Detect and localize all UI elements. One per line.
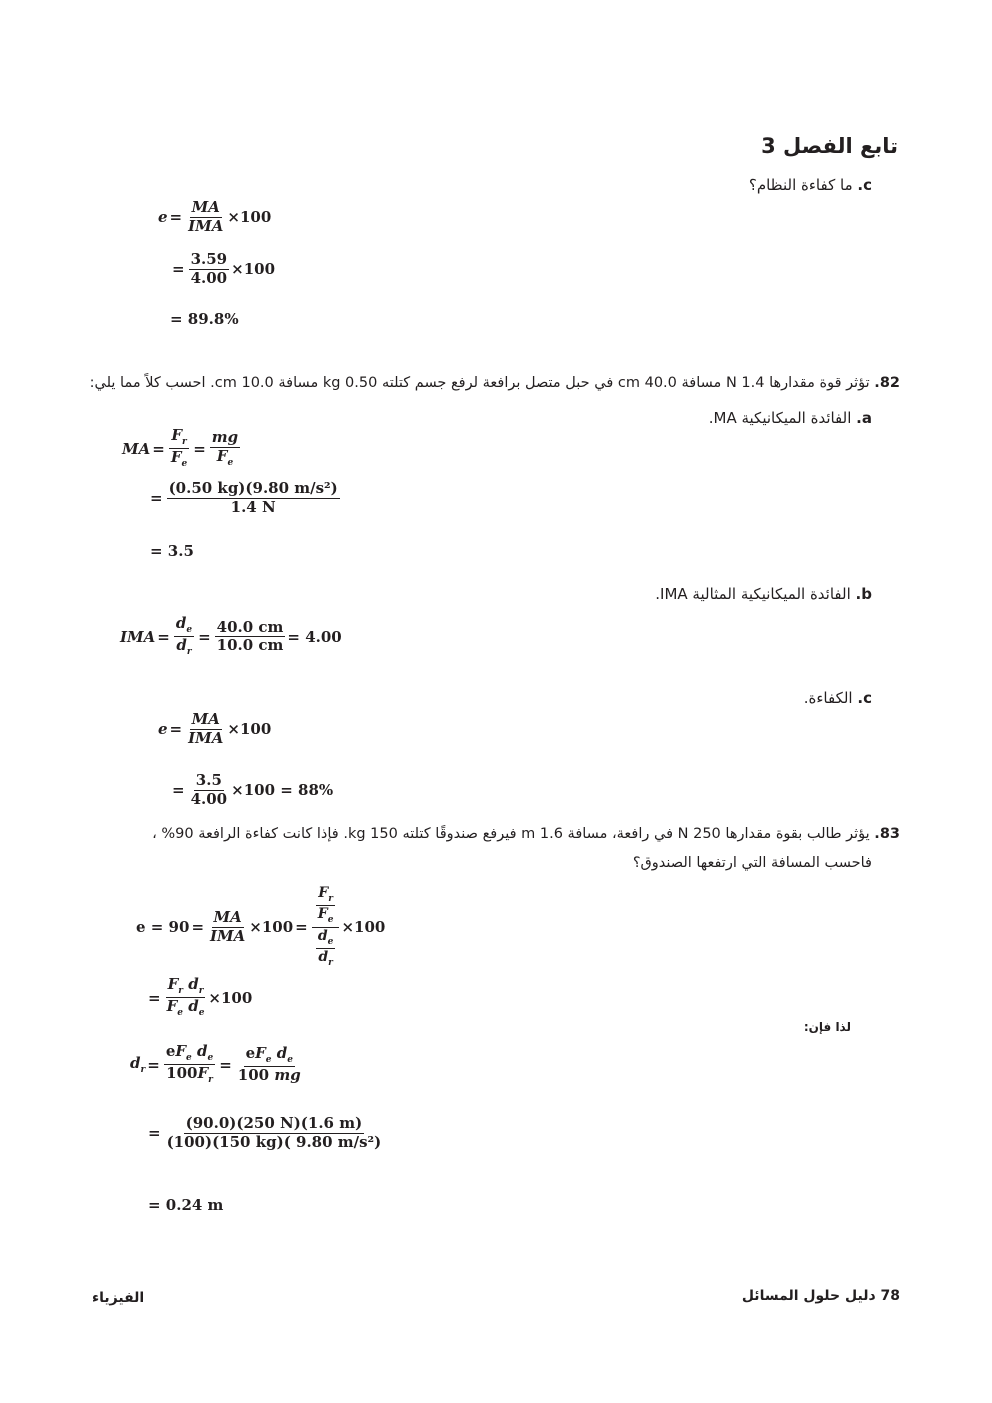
fraction <box>215 617 286 655</box>
q82a-result <box>150 542 194 560</box>
denominator: $F_e$ <box>317 906 334 926</box>
denominator: $d_r$ <box>318 949 333 969</box>
result: = 89.8% <box>170 310 239 328</box>
fraction <box>169 428 189 470</box>
q82a-question <box>709 409 872 427</box>
q83-hint: لذا فإن: <box>803 1020 851 1034</box>
multiplier: ×100 <box>249 918 294 937</box>
fraction <box>186 200 225 235</box>
q81c-eq2: = $\frac{3.59}{4.00}$ ×100 <box>172 250 276 287</box>
q83-eq3: $d_r$ = $\frac{eF_e d_e}{100F_r}$ = $\frac{eF_e d_e}{100 mg}$ <box>130 1042 301 1086</box>
numerator: (90.0)(250 N)(1.6 m) <box>185 1114 363 1132</box>
multiplier: ×100 <box>208 988 253 1007</box>
numerator: 3.59 <box>190 250 228 268</box>
denominator: IMA <box>188 728 224 747</box>
denominator: 1.4 N <box>230 497 276 516</box>
q82c-text: الكفاءة. <box>803 689 853 707</box>
denominator: 10.0 cm <box>216 636 284 655</box>
result: = 3.5 <box>150 542 194 560</box>
q82a-text: الفائدة الميكانيكية MA. <box>708 409 852 427</box>
numerator: $d_e$ <box>316 929 336 949</box>
q82b-eq: IMA = $\frac{d_e}{d_r}$ = $\frac{40.0 cm}{10.0 cm}$ = 4.00 <box>120 614 342 658</box>
eq-lhs: e = 90 <box>136 918 190 937</box>
compound-fraction <box>312 886 340 969</box>
numerator: 40.0 cm <box>216 617 284 636</box>
q83-question-line1 <box>152 826 900 842</box>
q82c-question <box>804 689 872 707</box>
q82a-eq2: = $\frac{\text{(0.50 kg)(9.80 m/s²)}}{1.4 N}$ <box>150 479 338 516</box>
footer-page-label: 78 دليل حلول المسائل <box>741 1288 900 1304</box>
denominator: 100 mg <box>237 1066 301 1085</box>
q82-text: تؤثر قوة مقدارها 1.4 N مسافة 40.0 cm في حبل متصل برافعة لرفع جسم كتلته 0.50 kg مسافة 10.0 cm. احسب كلاً مما يلي: <box>89 375 870 391</box>
multiplier: ×100 <box>341 918 386 937</box>
numerator: $eF_e$ $d_e$ <box>244 1046 295 1067</box>
eq-lhs: MA <box>122 439 151 458</box>
numerator: mg <box>211 427 239 446</box>
numerator <box>312 886 340 928</box>
footer-subject: الفيزياء <box>92 1290 145 1306</box>
fraction <box>210 427 240 468</box>
q82c-eq2: = $\frac{3.5}{4.00}$ ×100 = 88% <box>172 771 334 808</box>
fraction <box>165 977 207 1019</box>
denominator: $100F_r$ <box>166 1064 213 1086</box>
q82b-text: الفائدة الميكانيكية المثالية IMA. <box>655 585 851 603</box>
fraction <box>316 929 336 969</box>
q81c-label: c. <box>857 176 872 194</box>
chapter-title: تابع الفصل 3 <box>761 134 898 158</box>
denominator: $F_e$ <box>216 446 234 468</box>
denominator <box>312 928 340 969</box>
eq-lhs: e <box>158 720 168 739</box>
q82b-question <box>655 585 872 603</box>
result: = 4.00 <box>287 627 342 646</box>
q83-number: 83. <box>874 826 900 842</box>
denominator: 4.00 <box>190 789 228 808</box>
q82a-eq1: MA = $\frac{F_r}{F_e}$ = $\frac{mg}{F_e}$ <box>122 426 239 470</box>
denominator: $F_e$ $d_e$ <box>166 997 205 1019</box>
numerator: MA <box>191 710 220 728</box>
numerator: MA <box>191 198 220 216</box>
q83-text-line1: يؤثر طالب بقوة مقدارها 250 N في رافعة، مسافة 1.6 m فيرفع صندوقًا كتلته 150 kg. فإذا كانت كفاءة الرافعة 90% ، <box>152 826 870 842</box>
q82-number: 82. <box>874 375 900 391</box>
multiplier: ×100 <box>231 260 276 279</box>
result: = 0.24 m <box>148 1196 224 1214</box>
q81c-result <box>170 310 239 328</box>
q83-result <box>148 1196 223 1214</box>
numerator: $F_r$ <box>316 886 335 906</box>
fraction <box>189 773 230 808</box>
numerator: $d_e$ <box>174 616 194 637</box>
fraction <box>316 886 336 926</box>
numerator: $F_r$ $d_r$ <box>166 977 206 998</box>
q81c-question <box>749 176 872 194</box>
fraction <box>174 616 194 658</box>
denominator: IMA <box>188 216 224 235</box>
fraction <box>236 1043 303 1085</box>
numerator: (0.50 kg)(9.80 m/s²) <box>168 479 338 497</box>
numerator: MA <box>213 908 242 927</box>
fraction <box>165 1116 384 1151</box>
eq-lhs: IMA <box>120 627 156 646</box>
numerator: 3.5 <box>195 771 222 789</box>
eq-lhs: e <box>158 208 168 227</box>
denominator: (100)(150 kg)( 9.80 m/s²) <box>166 1132 382 1151</box>
numerator: $F_r$ <box>169 428 188 449</box>
multiplier: ×100 <box>227 208 272 227</box>
q83-question-line2 <box>633 855 872 871</box>
numerator: $eF_e$ $d_e$ <box>164 1044 215 1065</box>
denominator: $d_r$ <box>176 636 192 658</box>
q82b-label: b. <box>855 585 872 603</box>
q82c-label: c. <box>857 689 872 707</box>
denominator: IMA <box>210 926 246 945</box>
fraction <box>164 1044 215 1086</box>
fraction <box>186 712 225 747</box>
q82-question <box>90 375 900 391</box>
q83-eq2: = $\frac{F_r d_r}{F_e d_e}$ ×100 <box>148 975 253 1019</box>
q83-eq1: e = 90 = $\frac{MA}{\text{IMA}}$ ×100 = $\frac{\frac{F_r}{F_e}}{\frac{d_e}{d_r}}$ ×100 <box>136 885 386 969</box>
multiplier: ×100 <box>227 720 272 739</box>
denominator: 4.00 <box>190 268 228 287</box>
fraction <box>167 481 340 516</box>
q83-text-line2: فاحسب المسافة التي ارتفعها الصندوق؟ <box>632 855 872 871</box>
q82a-label: a. <box>856 409 872 427</box>
q82c-eq1: e = $\frac{MA}{\text{IMA}}$ ×100 <box>158 710 272 747</box>
q81c-eq1: e = $\frac{MA}{\text{IMA}}$ ×100 <box>158 198 272 235</box>
result: ×100 = 88% <box>231 781 334 800</box>
fraction <box>189 252 230 287</box>
fraction <box>208 910 247 945</box>
q83-eq4: = $\frac{(90.0)(250 N)(1.6 m)}{\text{(100)(150 kg)( 9.80 m/s²)}}$ <box>148 1114 382 1151</box>
q81c-text: ما كفاءة النظام؟ <box>748 176 853 194</box>
denominator: $F_e$ <box>170 448 188 470</box>
